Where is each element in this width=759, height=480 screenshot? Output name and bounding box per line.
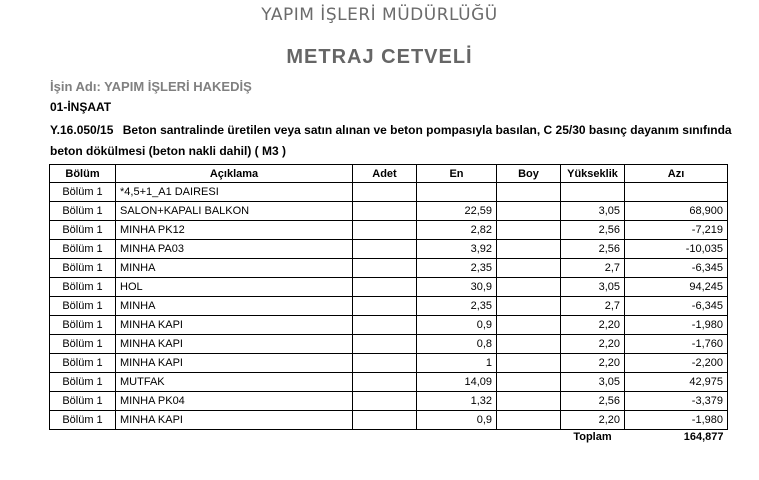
cell-boy [497, 221, 561, 240]
item-text: Beton santralinde üretilen veya satın alınan ve beton pompasıyla basılan, C 25/30 basınç dayanım sınıfında beton dökülmesi (beton nakli dahil) ( M3 ) [50, 123, 732, 158]
table-header-row [50, 165, 728, 183]
cell-azi: -3,379 [625, 392, 728, 411]
total-label: Toplam [573, 431, 612, 443]
total-spacer [353, 430, 417, 445]
cell-bolum: Bölüm 1 [50, 202, 116, 221]
cell-adet [353, 354, 417, 373]
column-header: Azı [625, 165, 728, 183]
cell-adet [353, 335, 417, 354]
cell-bolum: Bölüm 1 [50, 316, 116, 335]
table-row [50, 354, 728, 373]
cell-aciklama: MINHA [116, 259, 353, 278]
column-header: Adet [353, 165, 417, 183]
job-name: İşin Adı: YAPIM İŞLERİ HAKEDİŞ [50, 79, 252, 94]
cell-yukseklik: 2,56 [561, 221, 625, 240]
cell-azi: -1,980 [625, 316, 728, 335]
table-row [50, 392, 728, 411]
cell-azi: -6,345 [625, 297, 728, 316]
cell-yukseklik: 3,05 [561, 202, 625, 221]
cell-aciklama: MINHA KAPI [116, 354, 353, 373]
table-row [50, 297, 728, 316]
metraj-table [49, 164, 728, 444]
cell-yukseklik: 2,56 [561, 392, 625, 411]
cell-bolum: Bölüm 1 [50, 240, 116, 259]
cell-bolum: Bölüm 1 [50, 221, 116, 240]
cell-yukseklik: 2,7 [561, 297, 625, 316]
table-row [50, 278, 728, 297]
column-header: Bölüm [50, 165, 116, 183]
cell-azi: -6,345 [625, 259, 728, 278]
total-value: 164,877 [683, 431, 724, 443]
section-title: 01-İNŞAAT [50, 100, 112, 114]
cell-en: 2,82 [417, 221, 497, 240]
cell-boy [497, 240, 561, 259]
cell-adet [353, 278, 417, 297]
cell-boy [497, 335, 561, 354]
cell-yukseklik: 2,20 [561, 316, 625, 335]
cell-bolum: Bölüm 1 [50, 411, 116, 430]
cell-bolum: Bölüm 1 [50, 297, 116, 316]
item-description [50, 120, 750, 162]
cell-bolum: Bölüm 1 [50, 392, 116, 411]
cell-adet [353, 221, 417, 240]
cell-aciklama: HOL [116, 278, 353, 297]
cell-en: 3,92 [417, 240, 497, 259]
cell-yukseklik: 2,20 [561, 354, 625, 373]
cell-en: 0,9 [417, 316, 497, 335]
cell-aciklama: MINHA KAPI [116, 411, 353, 430]
column-header: Açıklama [116, 165, 353, 183]
cell-adet [353, 240, 417, 259]
cell-azi: -10,035 [625, 240, 728, 259]
cell-en: 1 [417, 354, 497, 373]
cell-bolum: Bölüm 1 [50, 183, 116, 202]
cell-yukseklik: 2,7 [561, 259, 625, 278]
cell-en: 22,59 [417, 202, 497, 221]
item-code: Y.16.050/15 [50, 123, 114, 137]
cell-yukseklik: 2,20 [561, 335, 625, 354]
cell-en [417, 183, 497, 202]
total-row [50, 430, 728, 445]
cell-boy [497, 354, 561, 373]
cell-bolum: Bölüm 1 [50, 373, 116, 392]
total-spacer [497, 430, 561, 445]
cell-boy [497, 259, 561, 278]
table-row [50, 316, 728, 335]
cell-aciklama: *4,5+1_A1 DAIRESI [116, 183, 353, 202]
cell-boy [497, 278, 561, 297]
cell-en: 1,32 [417, 392, 497, 411]
cell-yukseklik: 2,56 [561, 240, 625, 259]
cell-adet [353, 316, 417, 335]
cell-aciklama: MINHA KAPI [116, 335, 353, 354]
cell-yukseklik: 2,20 [561, 411, 625, 430]
cell-boy [497, 202, 561, 221]
cell-yukseklik [561, 183, 625, 202]
document-title: METRAJ CETVELİ [286, 46, 473, 68]
cell-azi: 68,900 [625, 202, 728, 221]
cell-aciklama: MINHA PK12 [116, 221, 353, 240]
column-header: En [417, 165, 497, 183]
cell-adet [353, 297, 417, 316]
cell-boy [497, 297, 561, 316]
cell-en: 2,35 [417, 297, 497, 316]
cell-en: 0,9 [417, 411, 497, 430]
table-row [50, 373, 728, 392]
cell-aciklama: MINHA [116, 297, 353, 316]
cell-adet [353, 202, 417, 221]
cell-adet [353, 411, 417, 430]
table-row [50, 202, 728, 221]
cell-aciklama: MINHA PA03 [116, 240, 353, 259]
cell-boy [497, 411, 561, 430]
cell-adet [353, 259, 417, 278]
cell-azi: -2,200 [625, 354, 728, 373]
total-spacer [417, 430, 497, 445]
cell-en: 2,35 [417, 259, 497, 278]
cell-yukseklik: 3,05 [561, 278, 625, 297]
table-row [50, 240, 728, 259]
cell-azi: -7,219 [625, 221, 728, 240]
organization-title: YAPIM İŞLERİ MÜDÜRLÜĞÜ [261, 5, 498, 25]
cell-boy [497, 183, 561, 202]
column-header: Yükseklik [561, 165, 625, 183]
cell-adet [353, 183, 417, 202]
cell-aciklama: MINHA KAPI [116, 316, 353, 335]
table-row [50, 259, 728, 278]
cell-bolum: Bölüm 1 [50, 259, 116, 278]
cell-adet [353, 373, 417, 392]
cell-azi [625, 183, 728, 202]
total-spacer [116, 430, 353, 445]
cell-aciklama: MUTFAK [116, 373, 353, 392]
cell-azi: 94,245 [625, 278, 728, 297]
cell-adet [353, 392, 417, 411]
cell-en: 30,9 [417, 278, 497, 297]
cell-azi: 42,975 [625, 373, 728, 392]
cell-boy [497, 316, 561, 335]
cell-boy [497, 373, 561, 392]
cell-aciklama: SALON+KAPALI BALKON [116, 202, 353, 221]
cell-yukseklik: 3,05 [561, 373, 625, 392]
table-row [50, 183, 728, 202]
cell-bolum: Bölüm 1 [50, 354, 116, 373]
cell-aciklama: MINHA PK04 [116, 392, 353, 411]
cell-en: 14,09 [417, 373, 497, 392]
table-row [50, 335, 728, 354]
cell-en: 0,8 [417, 335, 497, 354]
cell-azi: -1,760 [625, 335, 728, 354]
column-header: Boy [497, 165, 561, 183]
total-spacer [50, 430, 116, 445]
table-row [50, 411, 728, 430]
cell-bolum: Bölüm 1 [50, 335, 116, 354]
cell-boy [497, 392, 561, 411]
cell-bolum: Bölüm 1 [50, 278, 116, 297]
table-row [50, 221, 728, 240]
cell-azi: -1,980 [625, 411, 728, 430]
